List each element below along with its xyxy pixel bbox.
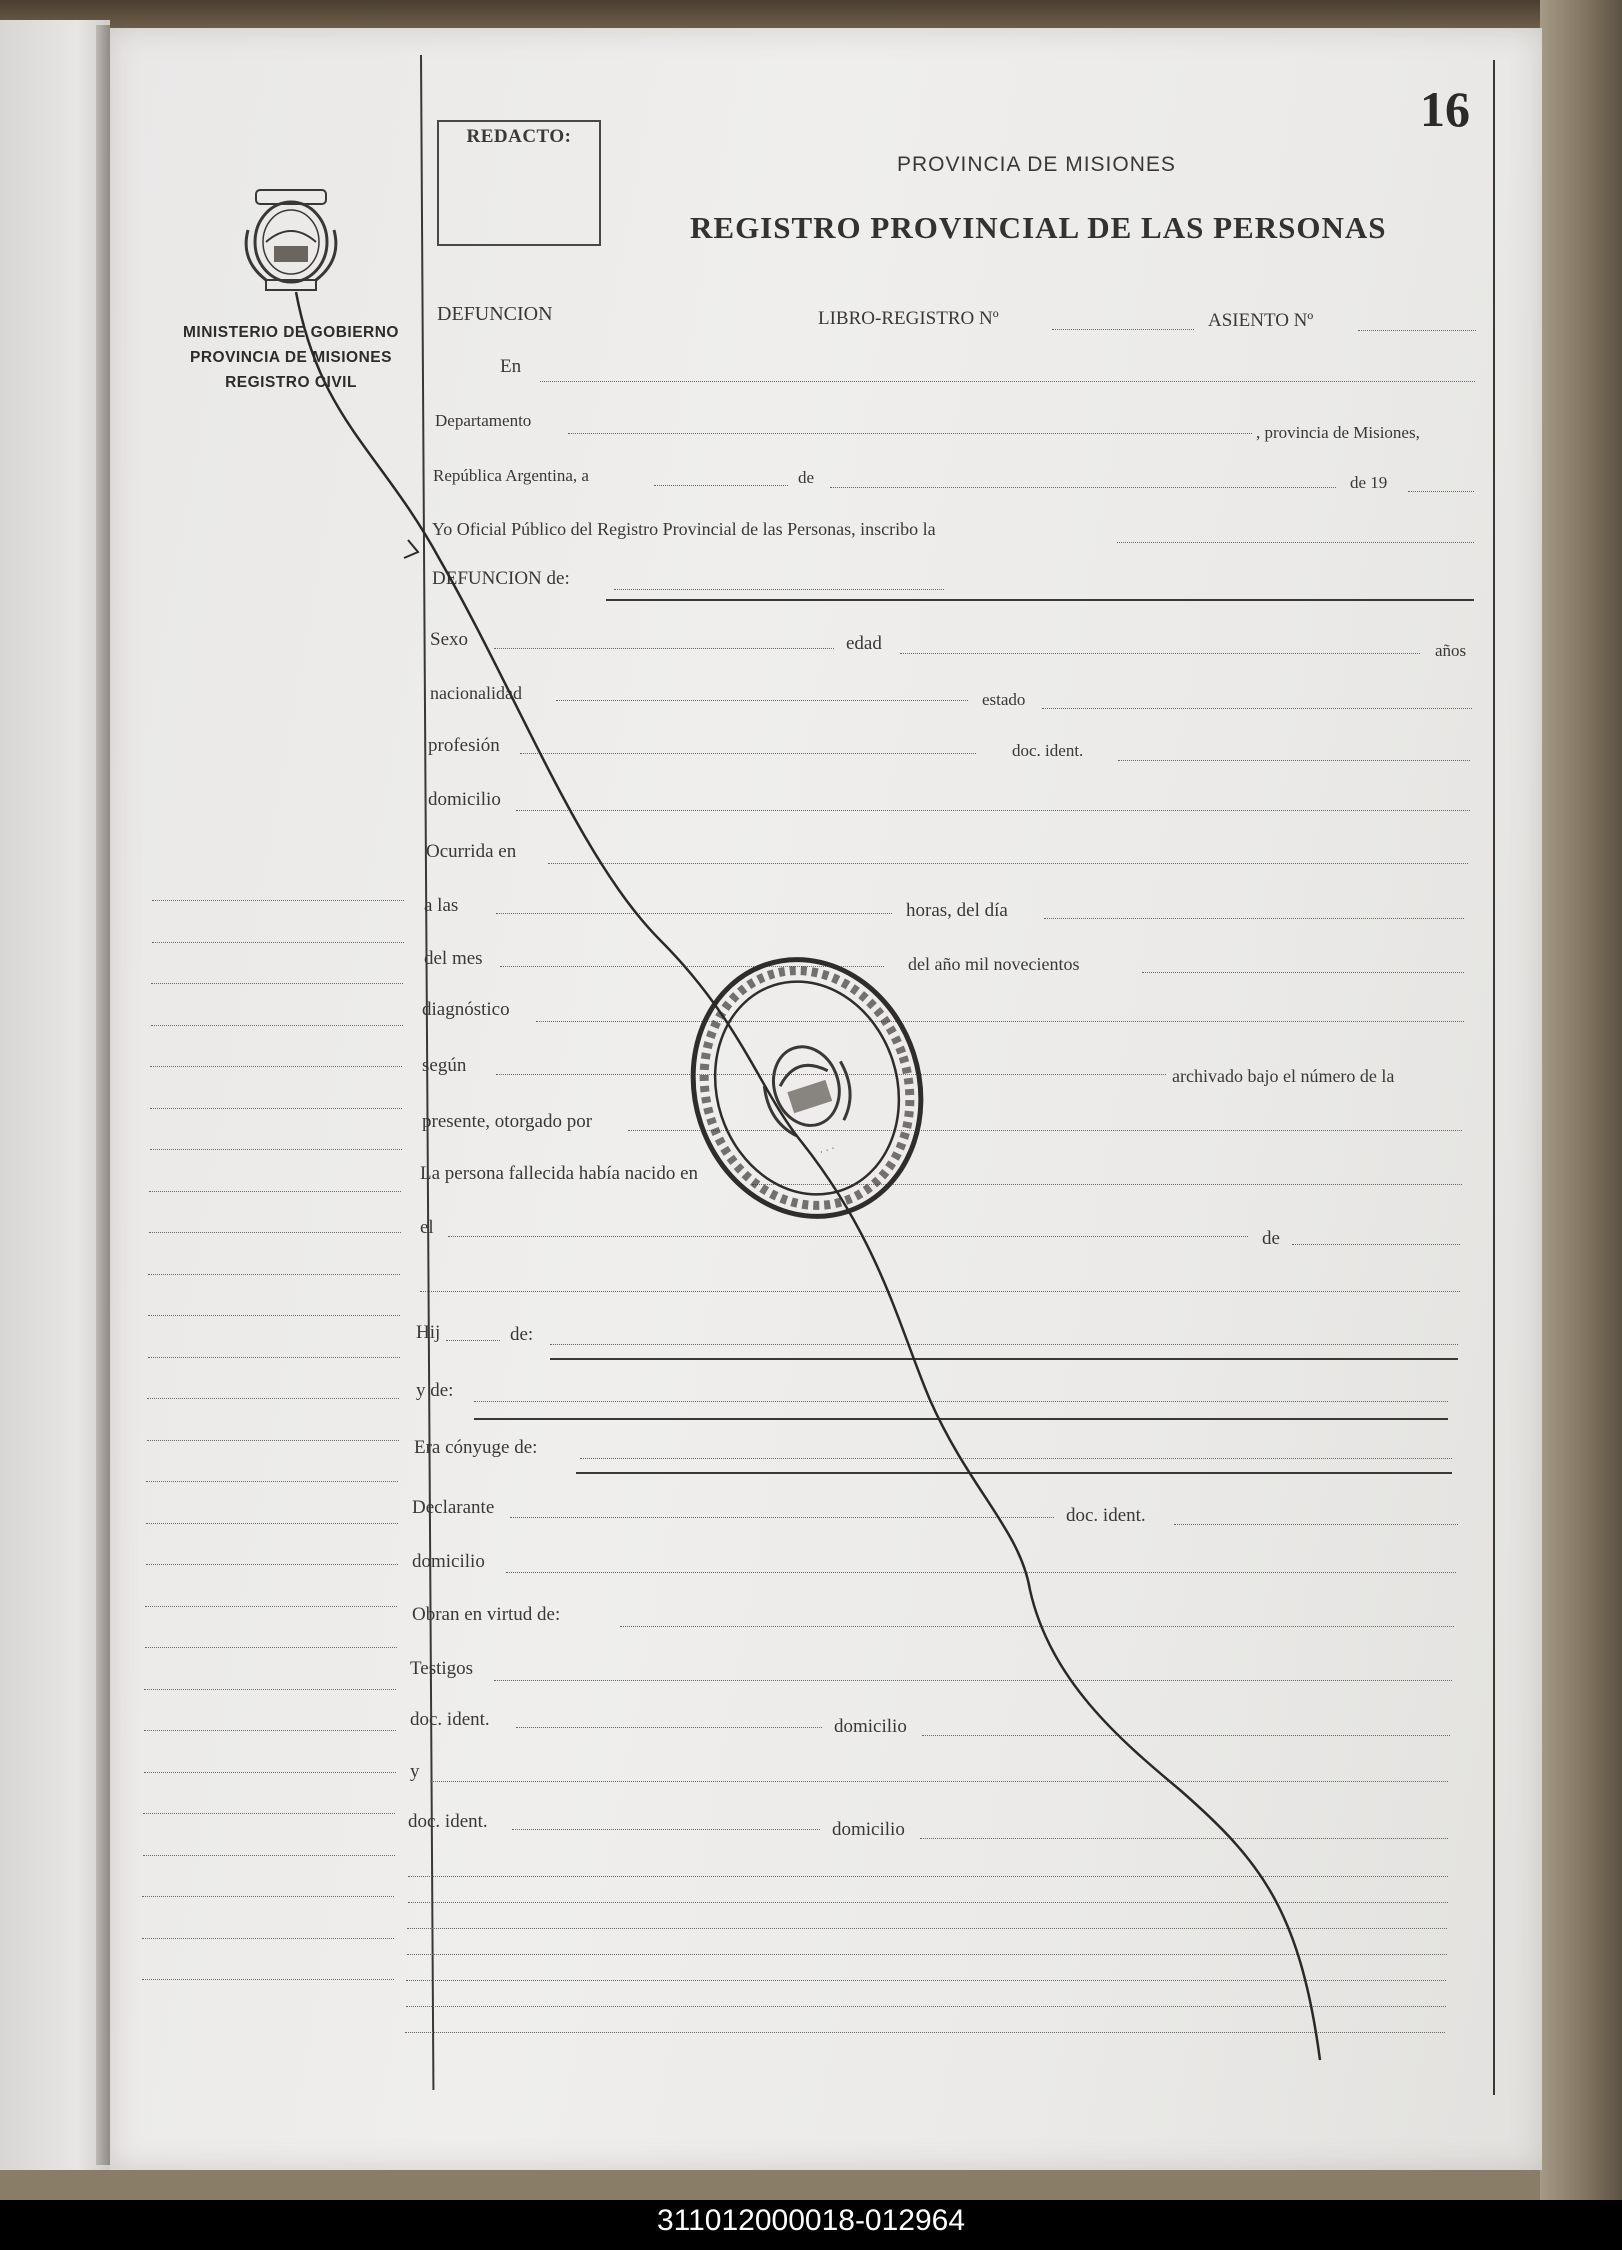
testigos-label: Testigos bbox=[410, 1658, 474, 1679]
doc-ident4-label: doc. ident. bbox=[408, 1811, 488, 1832]
redacto-label: REDACTO: bbox=[466, 126, 572, 147]
ministry-line-3: REGISTRO CIVIL bbox=[225, 374, 357, 391]
province-header: PROVINCIA DE MISIONES bbox=[897, 153, 1176, 176]
conyuge-label: Era cónyuge de: bbox=[414, 1437, 538, 1458]
archivado-label: archivado bajo el número de la bbox=[1172, 1066, 1395, 1086]
libro-registro-label: LIBRO-REGISTRO Nº bbox=[818, 308, 999, 329]
domicilio3-label: domicilio bbox=[834, 1716, 907, 1737]
hij-label: Hij bbox=[416, 1322, 441, 1343]
doc-ident3-label: doc. ident. bbox=[410, 1709, 490, 1730]
ministry-line-2: PROVINCIA DE MISIONES bbox=[190, 349, 392, 366]
presente-label: presente, otorgado por bbox=[422, 1111, 593, 1132]
del-mes-label: del mes bbox=[424, 948, 483, 969]
domicilio-label: domicilio bbox=[428, 789, 501, 810]
declarante-label: Declarante bbox=[412, 1497, 495, 1518]
estado-label: estado bbox=[982, 690, 1026, 709]
yo-oficial-text: Yo Oficial Público del Registro Provincial de las Personas, inscribo la bbox=[432, 519, 936, 539]
domicilio4-label: domicilio bbox=[832, 1819, 905, 1840]
a-las-label: a las bbox=[424, 895, 459, 916]
y-label: y bbox=[410, 1761, 420, 1782]
profesion-label: profesión bbox=[428, 735, 500, 756]
el-label: el bbox=[420, 1217, 434, 1238]
nacido-en-label: La persona fallecida había nacido en bbox=[420, 1163, 698, 1184]
obran-label: Obran en virtud de: bbox=[412, 1604, 561, 1625]
departamento-label: Departamento bbox=[435, 411, 532, 430]
catalog-id: 311012000018-012964 bbox=[656, 2204, 966, 2237]
registry-title: REGISTRO PROVINCIAL DE LAS PERSONAS bbox=[690, 210, 1387, 245]
hij-de-label: de: bbox=[510, 1324, 534, 1345]
page-number: 16 bbox=[1420, 81, 1470, 137]
asiento-label: ASIENTO Nº bbox=[1208, 310, 1314, 331]
doc-ident-label: doc. ident. bbox=[1012, 741, 1084, 760]
defuncion-heading: DEFUNCION bbox=[437, 303, 553, 325]
de19-label: de 19 bbox=[1350, 473, 1388, 492]
y-de-label: y de: bbox=[416, 1380, 454, 1401]
anos-label: años bbox=[1435, 641, 1467, 660]
diagnostico-label: diagnóstico bbox=[422, 999, 510, 1020]
ocurrida-label: Ocurrida en bbox=[426, 841, 517, 862]
republica-label: República Argentina, a bbox=[433, 466, 589, 485]
svg-text:· · ·: · · · bbox=[818, 1142, 837, 1158]
segun-label: según bbox=[422, 1055, 467, 1076]
sexo-label: Sexo bbox=[430, 629, 468, 650]
nacionalidad-label: nacionalidad bbox=[430, 683, 522, 703]
domicilio2-label: domicilio bbox=[412, 1551, 485, 1572]
horas-label: horas, del día bbox=[906, 900, 1008, 921]
edad-label: edad bbox=[846, 633, 882, 654]
de2-label: de bbox=[1262, 1228, 1280, 1249]
en-label: En bbox=[500, 356, 522, 377]
defuncion-de-label: DEFUNCION de: bbox=[432, 568, 570, 589]
provincia-label: , provincia de Misiones, bbox=[1256, 423, 1420, 442]
de-label: de bbox=[798, 468, 815, 487]
ministry-line-1: MINISTERIO DE GOBIERNO bbox=[183, 324, 399, 341]
del-ano-label: del año mil novecientos bbox=[908, 954, 1080, 974]
doc-ident2-label: doc. ident. bbox=[1066, 1505, 1146, 1526]
